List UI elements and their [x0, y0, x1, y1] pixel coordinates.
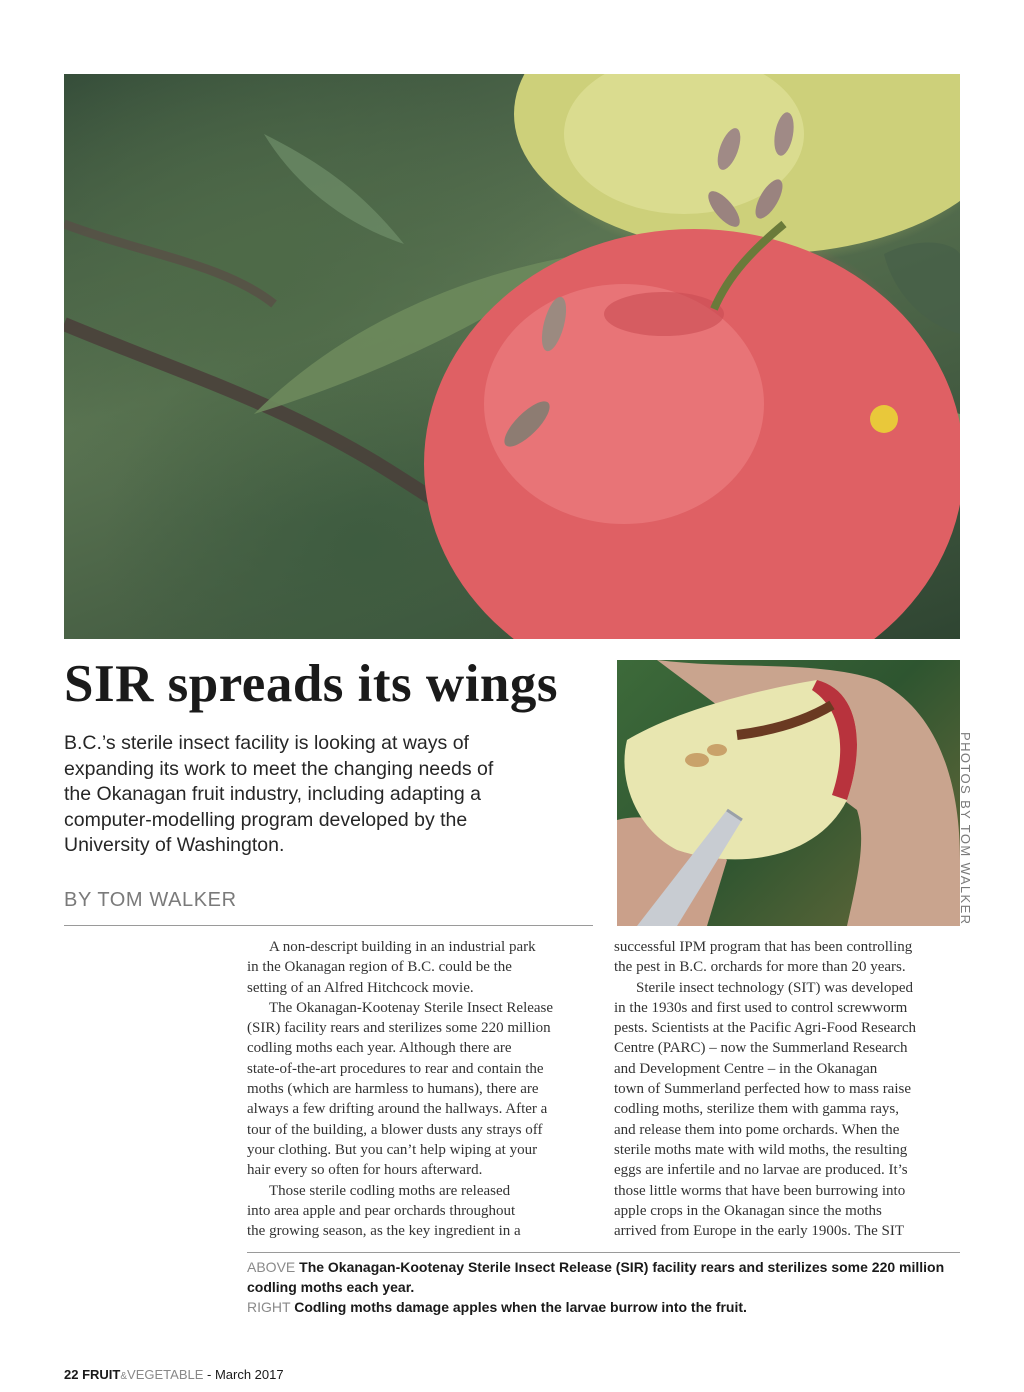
article-paragraph: A non-descript building in an industrial park in the Okanagan region of B.C. could be the setting of an Alfred Hitchcock movie. — [247, 939, 536, 996]
photo-captions — [247, 1257, 960, 1317]
article-paragraph: successful IPM program that has been controlling the pest in B.C. orchards for more than 20 years. — [614, 939, 913, 976]
caption-above — [247, 1257, 960, 1297]
issue-date: - March 2017 — [207, 1367, 284, 1382]
hero-photo — [64, 74, 960, 639]
caption-right-text: Codling moths damage apples when the larvae burrow into the fruit. — [294, 1299, 747, 1315]
caption-above-text: The Okanagan-Kootenay Sterile Insect Release (SIR) facility rears and sterilizes some 220 million codling moths each year. — [247, 1259, 945, 1295]
caption-right-label: RIGHT — [247, 1299, 291, 1315]
page-footer — [64, 1367, 284, 1382]
caption-above-label: ABOVE — [247, 1259, 296, 1275]
apple-moth-illustration — [64, 74, 960, 639]
article-paragraph: Sterile insect technology (SIT) was developed in the 1930s and first used to control screwworm pests. Scientists at the Pacific Agri-Food Research Centre (PARC) – now the Summerland Research and Development Centre – in the Okanagan town of Summerland perfected how to mass raise codling moths, sterilize them with gamma rays, and release them into pome orchards. When the sterile moths mate with wild moths, the resulting eggs are infertile and no larvae are produced. It’s those little worms that have been burrowing into apple crops in the Okanagan since the moths arrived from Europe in the early 1900s. The SIT — [614, 979, 917, 1240]
article-deck: B.C.’s sterile insect facility is looking at ways of expanding its work to meet the changing needs of the Okanagan fruit industry, including adapting a computer-modelling program developed by the University of Washington. — [64, 732, 494, 856]
photo-credit: PHOTOS BY TOM WALKER — [958, 732, 973, 926]
article-paragraph: Those sterile codling moths are released into area apple and pear orchards throughout the growing season, as the key ingredient in a — [247, 1182, 521, 1240]
byline: BY TOM WALKER — [64, 889, 237, 911]
cut-apple-illustration — [617, 660, 960, 926]
side-photo — [617, 660, 960, 926]
article-paragraph: The Okanagan-Kootenay Sterile Insect Release (SIR) facility rears and sterilizes some 220 million codling moths each year. Although there are state-of-the-art procedures to rear and contain the moths (which are harmless to humans), there are always a few drifting around the hallways. After a tour of the building, a blower dusts any strays off your clothing. But you can’t help wiping at your hair every so often for hours afterward. — [247, 999, 554, 1179]
article-headline: SIR spreads its wings — [64, 655, 559, 713]
magazine-name-fruit: FRUIT — [82, 1367, 121, 1382]
byline-divider — [64, 925, 593, 926]
article-column-1 — [247, 937, 592, 1241]
caption-divider — [247, 1252, 960, 1253]
caption-right — [247, 1297, 960, 1317]
page-number: 22 — [64, 1367, 79, 1382]
article-column-2 — [614, 937, 960, 1241]
magazine-name-amp: & — [120, 1371, 128, 1382]
magazine-name-vegetable: VEGETABLE — [127, 1367, 204, 1382]
